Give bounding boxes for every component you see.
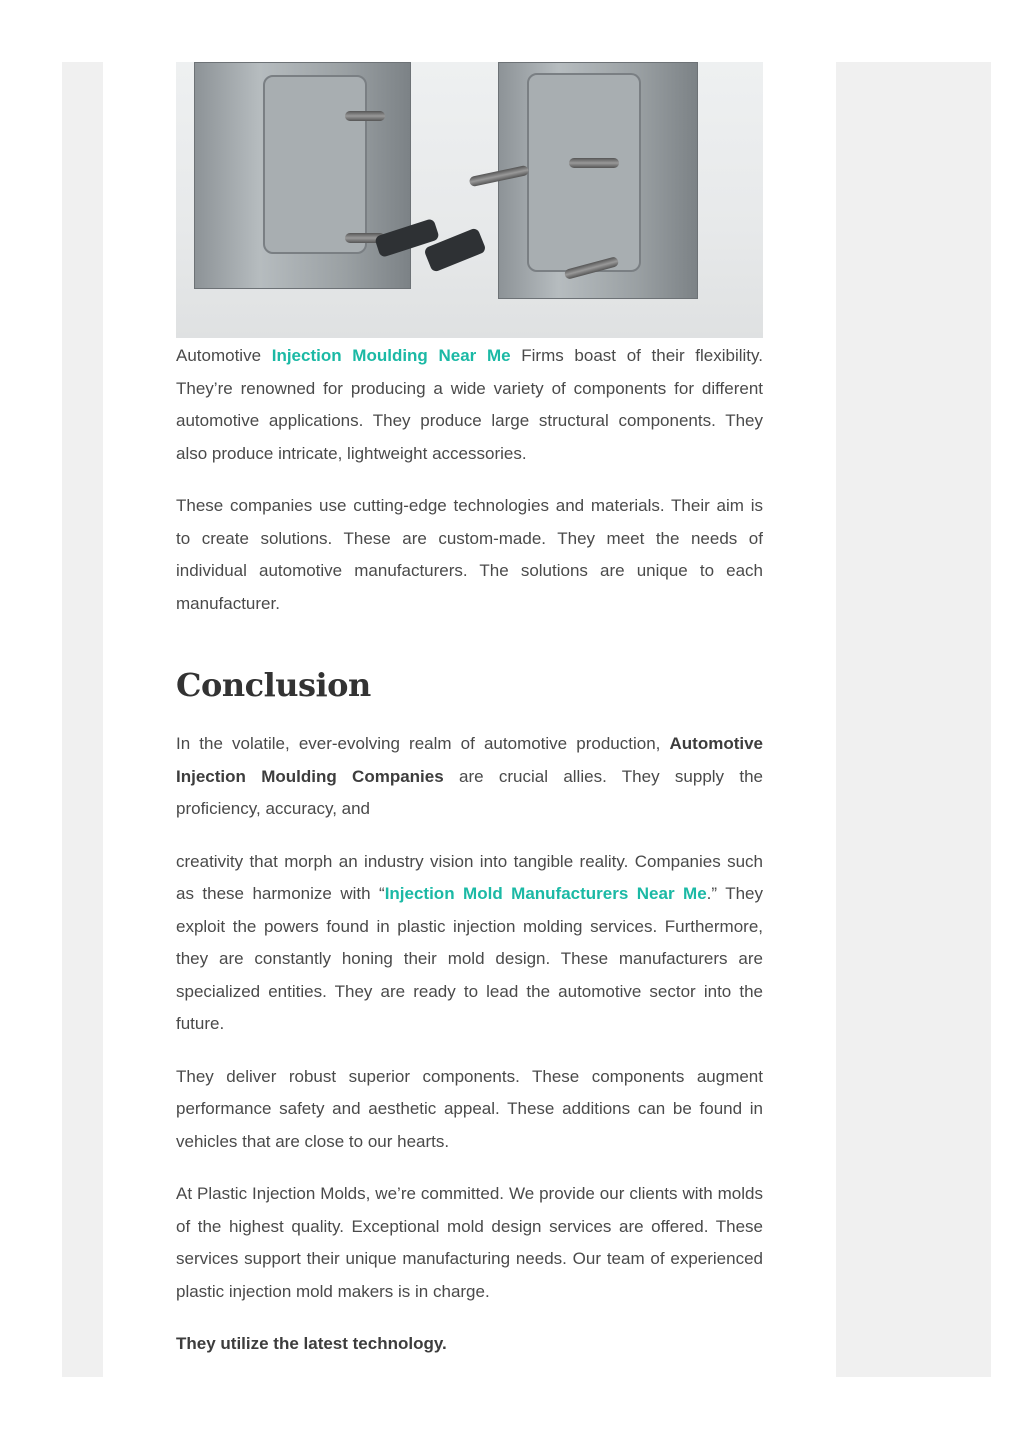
section-heading: Conclusion <box>176 666 371 704</box>
bold-phrase: They utilize the latest technology. <box>176 1334 447 1353</box>
guide-pin <box>469 165 530 187</box>
paragraph-text: creativity that morph an industry vision into tangible reality. Companies such as these harmonize with “ <box>176 851 763 903</box>
mold-half-right <box>498 62 698 299</box>
paragraph-text: In the volatile, ever-evolving realm of automotive production, <box>176 734 670 753</box>
guide-pin <box>569 158 619 168</box>
mold-cavity <box>263 75 367 254</box>
article-body <box>176 62 763 1361</box>
paragraph-text: are crucial allies. They supply the proficiency, accuracy, and <box>176 766 763 818</box>
mold-cavity <box>527 73 641 272</box>
paragraph-conclusion-intro <box>176 728 763 826</box>
injection-moulding-near-me-link[interactable]: Injection Moulding Near Me <box>271 346 511 365</box>
guide-pin <box>345 111 385 121</box>
paragraph-flexibility <box>176 340 763 470</box>
paragraph-creativity <box>176 846 763 1041</box>
injection-mold-manufacturers-near-me-link[interactable]: Injection Mold Manufacturers Near Me <box>384 884 707 903</box>
paragraph-text: Automotive <box>176 346 272 365</box>
mold-half-left <box>194 62 411 289</box>
right-sidebar <box>836 62 991 1377</box>
bold-phrase: Automotive Injection Moulding Companies <box>176 734 763 786</box>
paragraph-technologies: These companies use cutting-edge technologies and materials. Their aim is to create solutions. These are custom-made. They meet the needs of individual automotive manufacturers. The solutions are unique to each manufacturer. <box>176 496 763 613</box>
injection-mold-photo <box>176 62 763 338</box>
paragraph-text: .” They exploit the powers found in plastic injection molding services. Furthermore, they are constantly honing their mold design. These manufacturers are specialized entities. They are ready to lead the automotive sector into the future. <box>176 884 764 1033</box>
left-gutter <box>62 62 103 1377</box>
paragraph-components: They deliver robust superior components. These components augment performance safety and aesthetic appeal. These additions can be found in vehicles that are close to our hearts. <box>176 1066 763 1151</box>
paragraph-technology <box>176 1328 763 1361</box>
paragraph-commitment: At Plastic Injection Molds, we’re committed. We provide our clients with molds of the highest quality. Exceptional mold design services are offered. These services support their unique manufacturing needs. Our team of experienced plastic injection mold makers is in charge. <box>176 1184 763 1301</box>
paragraph-text: Firms boast of their flexibility. They’re renowned for producing a wide variety of components for different automotive applications. They produce large structural components. They also produce intricate, lightweight accessories. <box>176 346 763 463</box>
